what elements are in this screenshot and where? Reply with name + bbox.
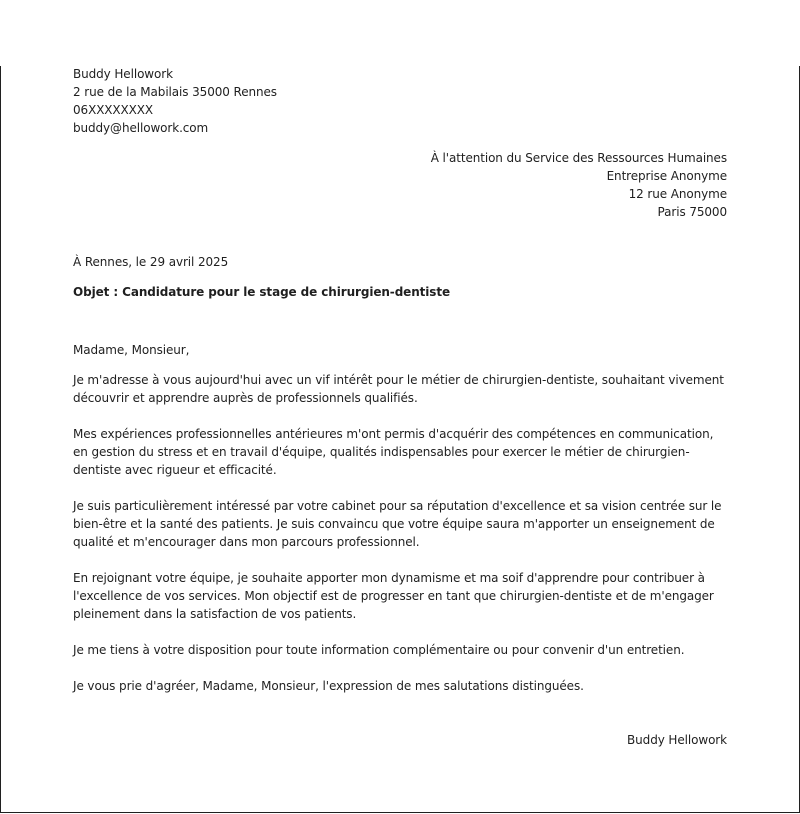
greeting: Madame, Monsieur,: [73, 343, 190, 357]
recipient-city: Paris 75000: [657, 205, 727, 219]
sender-address: 2 rue de la Mabilais 35000 Rennes: [73, 85, 277, 99]
place-date: À Rennes, le 29 avril 2025: [73, 255, 229, 269]
sender-name: Buddy Hellowork: [73, 67, 173, 81]
subject-line: Objet : Candidature pour le stage de chirurgien-dentiste: [73, 285, 451, 299]
body-paragraph-2: Mes expériences professionnelles antérieures m'ont permis d'acquérir des compétences en communication, en gestion du stress et en travail d'équipe, qualités indispensables pour exercer le métier de chirurgien-dentiste avec rigueur et efficacité.: [73, 427, 714, 477]
signature: Buddy Hellowork: [627, 733, 727, 747]
body-paragraph-3: Je suis particulièrement intéressé par votre cabinet pour sa réputation d'excellence et sa vision centrée sur le bien-être et la santé des patients. Je suis convaincu que votre équipe saura m'apporter un enseignement de qualité et m'encourager dans mon parcours professionnel.: [73, 499, 722, 549]
closing-paragraph: Je vous prie d'agréer, Madame, Monsieur, l'expression de mes salutations distinguées.: [73, 679, 584, 693]
letter-page: [0, 66, 800, 813]
recipient-attention: À l'attention du Service des Ressources Humaines: [430, 151, 727, 165]
recipient-company: Entreprise Anonyme: [606, 169, 727, 183]
sender-phone: 06XXXXXXXX: [73, 103, 154, 117]
body-paragraph-5: Je me tiens à votre disposition pour toute information complémentaire ou pour convenir d'un entretien.: [73, 643, 685, 657]
top-toolbar-area: [0, 0, 800, 66]
recipient-street: 12 rue Anonyme: [628, 187, 727, 201]
body-paragraph-4: En rejoignant votre équipe, je souhaite apporter mon dynamisme et ma soif d'apprendre pour contribuer à l'excellence de vos services. Mon objectif est de progresser en tant que chirurgien-dentiste et de m'engager pleinement dans la satisfaction de vos patients.: [73, 571, 714, 621]
body-paragraph-1: Je m'adresse à vous aujourd'hui avec un vif intérêt pour le métier de chirurgien-dentiste, souhaitant vivement découvrir et apprendre auprès de professionnels qualifiés.: [73, 373, 724, 405]
sender-email: buddy@hellowork.com: [73, 121, 209, 135]
